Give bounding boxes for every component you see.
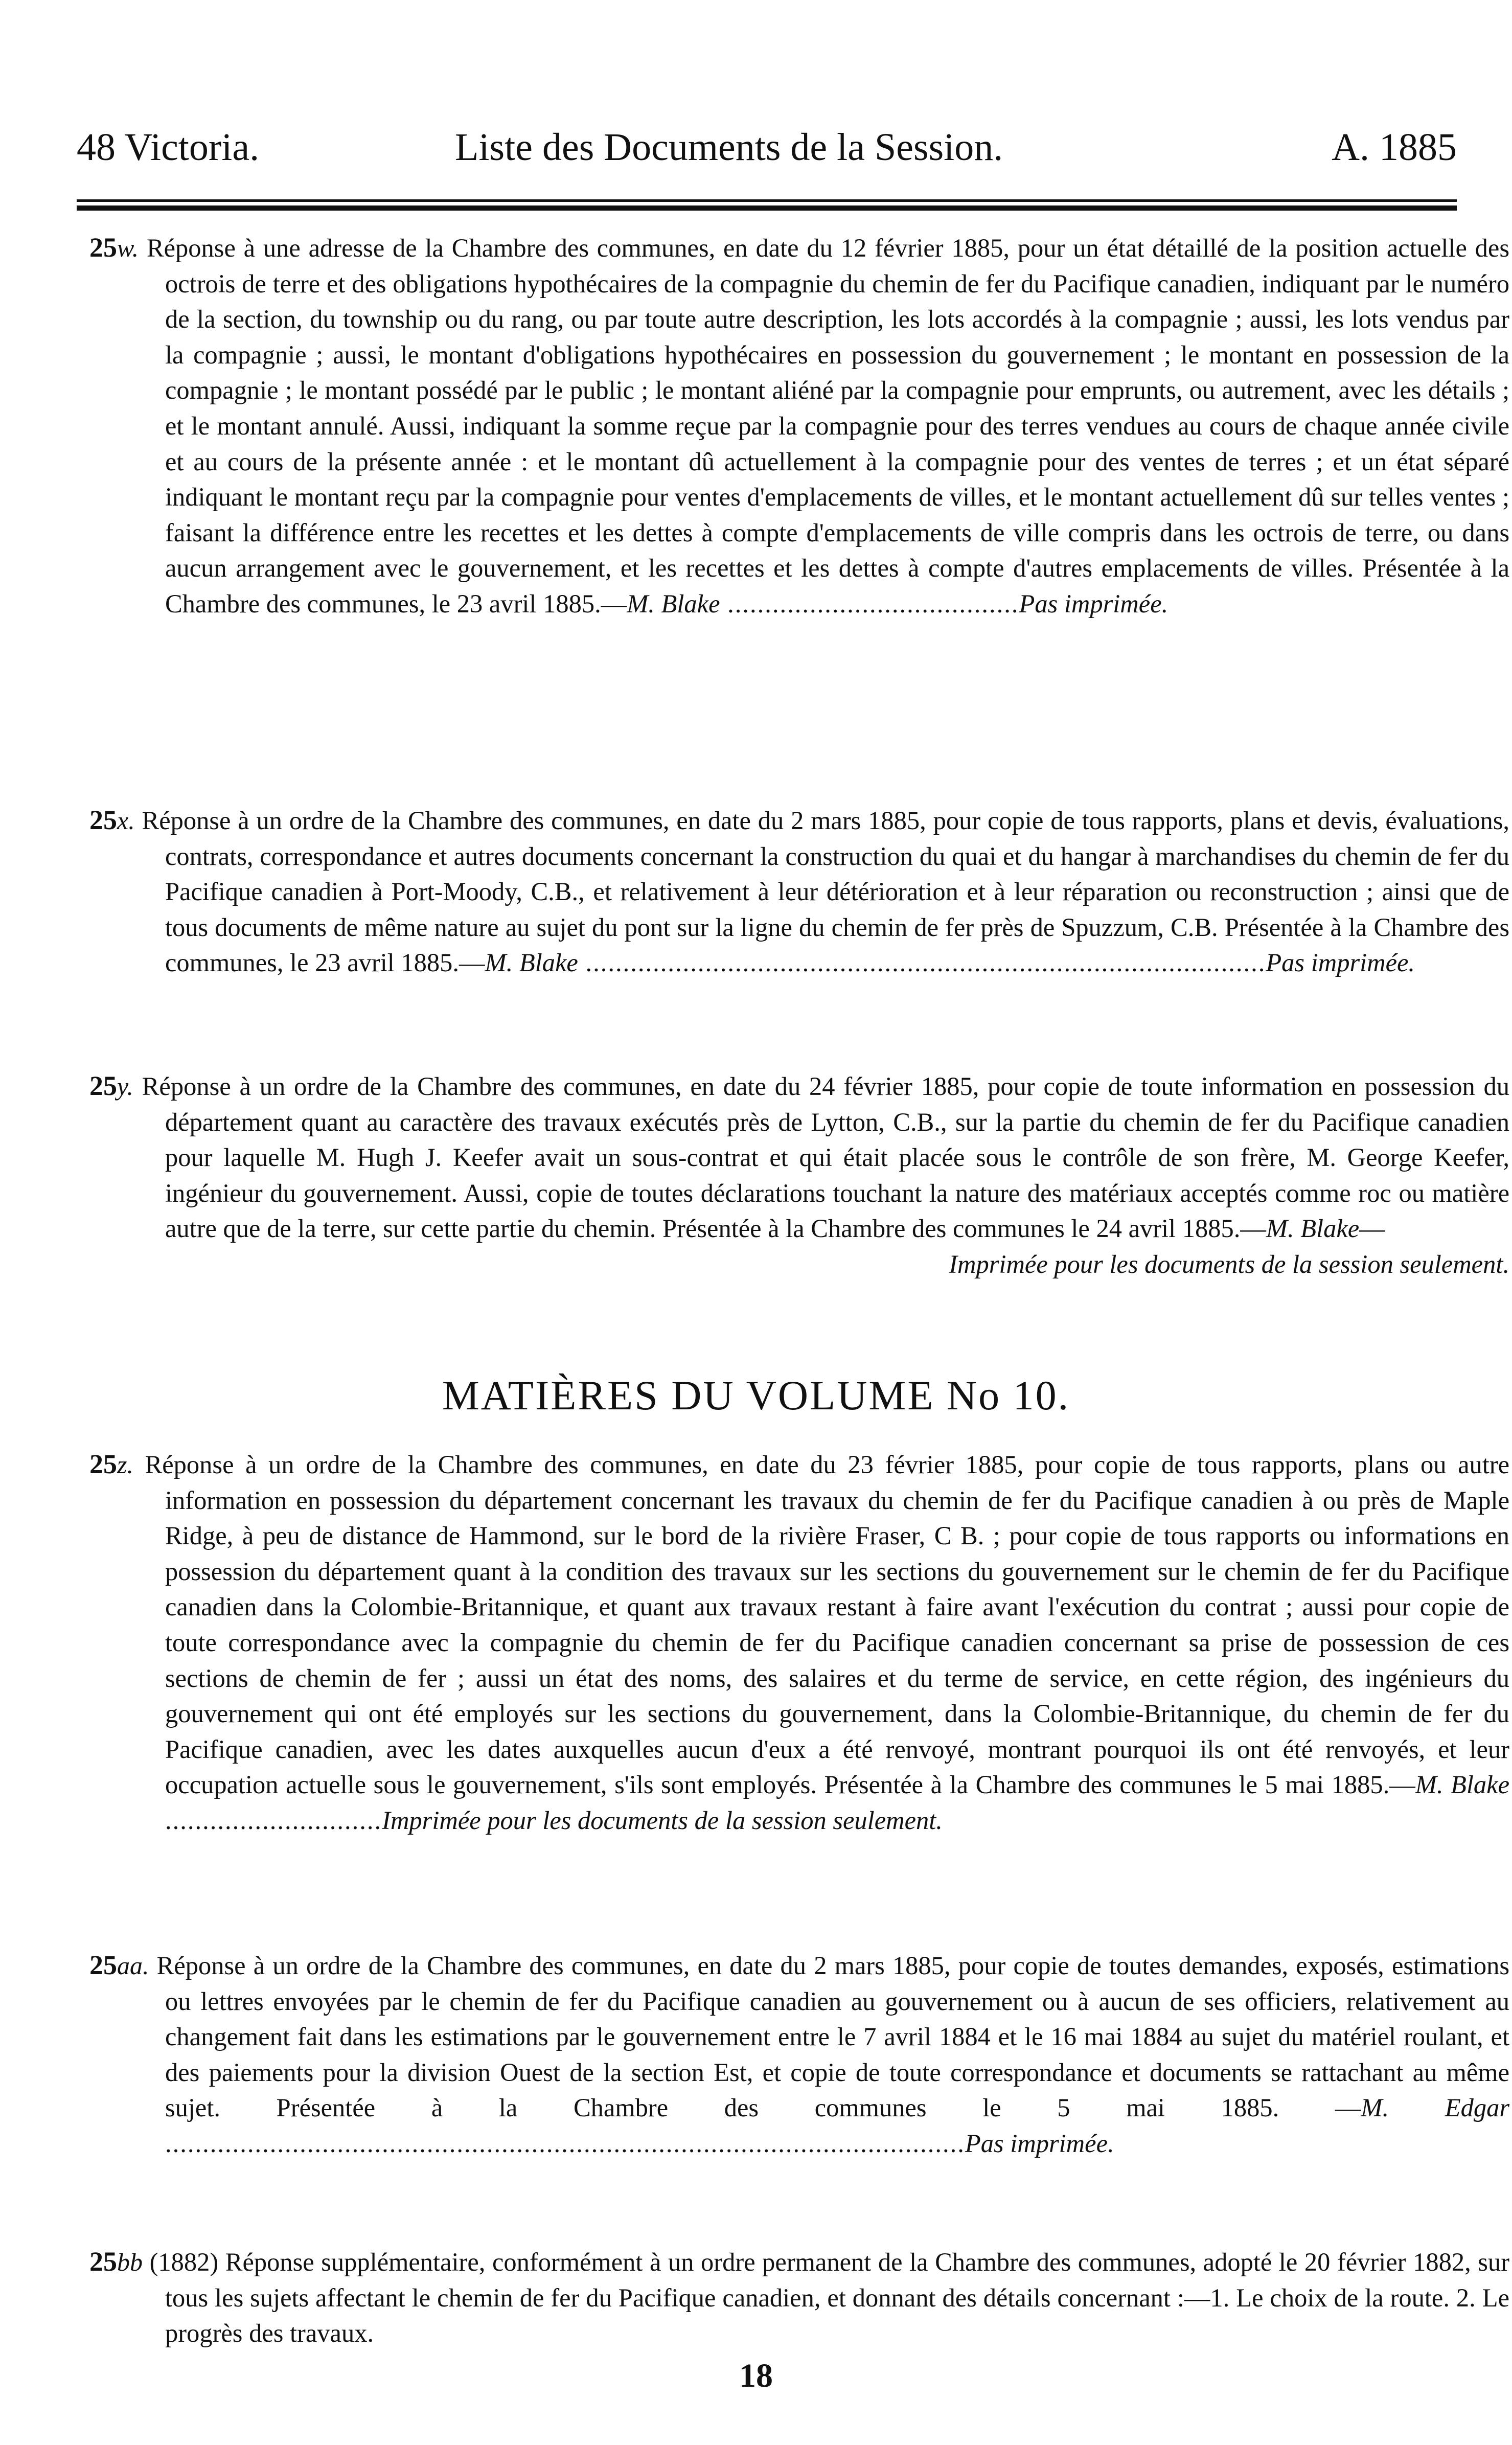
- entry-status: Pas imprimée.: [965, 2129, 1114, 2158]
- entry-status: Imprimée pour les documents de la session seulement.: [949, 1249, 1509, 1278]
- rule-thin: [77, 199, 1457, 202]
- entry-number: 25aa.: [89, 1950, 149, 1980]
- entry-signature: M. Edgar: [1361, 2093, 1509, 2122]
- rule-thick: [77, 205, 1457, 211]
- entry-status: Imprimée pour les documents de la session seulement.: [382, 1806, 943, 1835]
- header-title: Liste des Documents de la Session.: [455, 126, 1003, 169]
- entry-signature: M. Blake: [1415, 1770, 1509, 1799]
- document-entry: [89, 803, 1509, 981]
- entry-number: 25z.: [89, 1449, 133, 1479]
- entry-text: Réponse à une adresse de la Chambre des communes, en date du 12 février 1885, pour un état détaillé de la position actuelle des octrois de terre et des obligations hypothécaires de la compagnie du chemin de fer du Pacifique canadien, indiquant par le numéro de la section, du township ou du rang, ou par toute autre description, les lots accordés à la compagnie ; aussi, les lots vendus par la compagnie ; aussi, le montant d'obligations hypothécaires en possession du gouvernement ; le montant en possession de la compagnie ; le montant possédé par le public ; le montant aliéné par la compagnie pour emprunts, ou autrement, avec les détails ; et le montant annulé. Aussi, indiquant la somme reçue par la compagnie pour des terres vendues au cours de chaque année civile et au cours de la présente année : et le montant dû actuellement à la compagnie pour des ventes de terres ; et un état séparé indiquant le montant reçu par la compagnie pour ventes d'emplacements de villes, et le montant actuellement dû sur telles ventes ; faisant la différence entre les recettes et les dettes à compte d'emplacements de ville compris dans les octrois de terre, ou dans aucun arrangement avec le gouvernement, et les recettes et les dettes à compte d'autres emplacements de villes. Présentée à la Chambre des communes, le 23 avril 1885.—: [146, 234, 1509, 618]
- entry-text: Réponse à un ordre de la Chambre des communes, en date du 23 février 1885, pour copie de tous rapports, plans ou autre information en possession du département concernant les travaux du chemin de fer du Pacifique canadien à ou près de Maple Ridge, à peu de distance de Hammond, sur le bord de la rivière Fraser, C B. ; pour copie de tous rapports ou informations en possession du département quant à la condition des travaux sur les sections du gouvernement sur le chemin de fer du Pacifique canadien dans la Colombie-Britannique, et quant aux travaux restant à faire avant l'exécution du contrat ; aussi pour copie de toute correspondance avec la compagnie du chemin de fer du Pacifique canadien concernant sa prise de possession de ces sections de chemin de fer ; aussi un état des noms, des salaires et du terme de service, en cette région, des ingénieurs du gouvernement qui ont été employés sur les sections du gouvernement, dans la Colombie-Britannique, du chemin de fer du Pacifique canadien, avec les dates auxquelles aucun d'eux a été renvoyé, montrant pourquoi ils ont été renvoyés, et leur occupation actuelle sous le gouvernement, s'ils sont employés. Présentée à la Chambre des communes le 5 mai 1885.—: [145, 1450, 1509, 1799]
- dot-leader: .......................................: [720, 589, 1019, 618]
- document-entry: [89, 1447, 1509, 1839]
- entry-number: 25y.: [89, 1070, 133, 1101]
- entry-text: (1882) Réponse supplémentaire, conformément à un ordre permanent de la Chambre des communes, adopté le 20 février 1882, sur tous les sujets affectant le chemin de fer du Pacifique canadien, et donnant des détails concernant :—1. Le choix de la route. 2. Le progrès des travaux.: [149, 2248, 1509, 2348]
- entry-text: Réponse à un ordre de la Chambre des communes, en date du 24 février 1885, pour copie de toute information en possession du département quant au caractère des travaux exécutés près de Lytton, C.B., sur la partie du chemin de fer du Pacifique canadien pour laquelle M. Hugh J. Keefer avait un sous-contrat et qui était placée sous le contrôle de son frère, M. George Keefer, ingénieur du gouvernement. Aussi, copie de toutes déclarations touchant la nature des matériaux acceptés comme roc ou matière autre que de la terre, sur cette partie du chemin. Présentée à la Chambre des communes le 24 avril 1885.—: [142, 1072, 1509, 1243]
- entry-number: 25bb: [89, 2246, 143, 2277]
- entry-signature: M. Blake: [1266, 1214, 1360, 1243]
- entry-status: Pas imprimée.: [1266, 948, 1415, 977]
- header-year: A. 1885: [1332, 126, 1457, 169]
- entry-signature: M. Blake: [627, 589, 720, 618]
- dash-leader: —: [1359, 1214, 1385, 1243]
- dot-leader: .............................: [165, 1806, 382, 1835]
- document-entry: [89, 2244, 1509, 2351]
- header-regnal-year: 48 Victoria.: [77, 126, 260, 169]
- entry-text: Réponse à un ordre de la Chambre des communes, en date du 2 mars 1885, pour copie de tous rapports, plans et devis, évaluations, contrats, correspondance et autres documents concernant la construction du quai et du hangar à marchandises du chemin de fer du Pacifique canadien à Port-Moody, C.B., et relativement à leur détérioration et à leur réparation ou reconstruction ; ainsi que de tous documents de même nature au sujet du pont sur la ligne du chemin de fer près de Spuzzum, C.B. Présentée à la Chambre des communes, le 23 avril 1885.—: [142, 806, 1510, 977]
- page-number: 18: [739, 2357, 773, 2394]
- entry-signature: M. Blake: [485, 948, 578, 977]
- entry-number: 25x.: [89, 805, 135, 835]
- section-title: MATIÈRES DU VOLUME No 10.: [442, 1372, 1070, 1419]
- entry-status: Pas imprimée.: [1019, 589, 1169, 618]
- dot-leader: ...........................................................................................................: [165, 2129, 965, 2158]
- document-entry: [89, 230, 1509, 622]
- entry-text: Réponse à un ordre de la Chambre des communes, en date du 2 mars 1885, pour copie de toutes demandes, exposés, estimations ou lettres envoyées par le chemin de fer du Pacifique canadien au gouvernement ou à aucun de ses officiers, relativement au changement fait dans les estimations par le gouvernement entre le 7 avril 1884 et le 16 mai 1884 au sujet du matériel roulant, et des paiements pour la division Ouest de la section Est, et copie de toute correspondance et documents se rattachant au même sujet. Présentée à la Chambre des communes le 5 mai 1885. —: [156, 1951, 1509, 2122]
- running-header: [77, 122, 1457, 173]
- document-entry: [89, 1068, 1509, 1283]
- header-double-rule: [77, 199, 1457, 211]
- dot-leader: ...........................................................................................: [578, 948, 1266, 977]
- entry-number: 25w.: [89, 232, 139, 263]
- document-entry: [89, 1948, 1509, 2162]
